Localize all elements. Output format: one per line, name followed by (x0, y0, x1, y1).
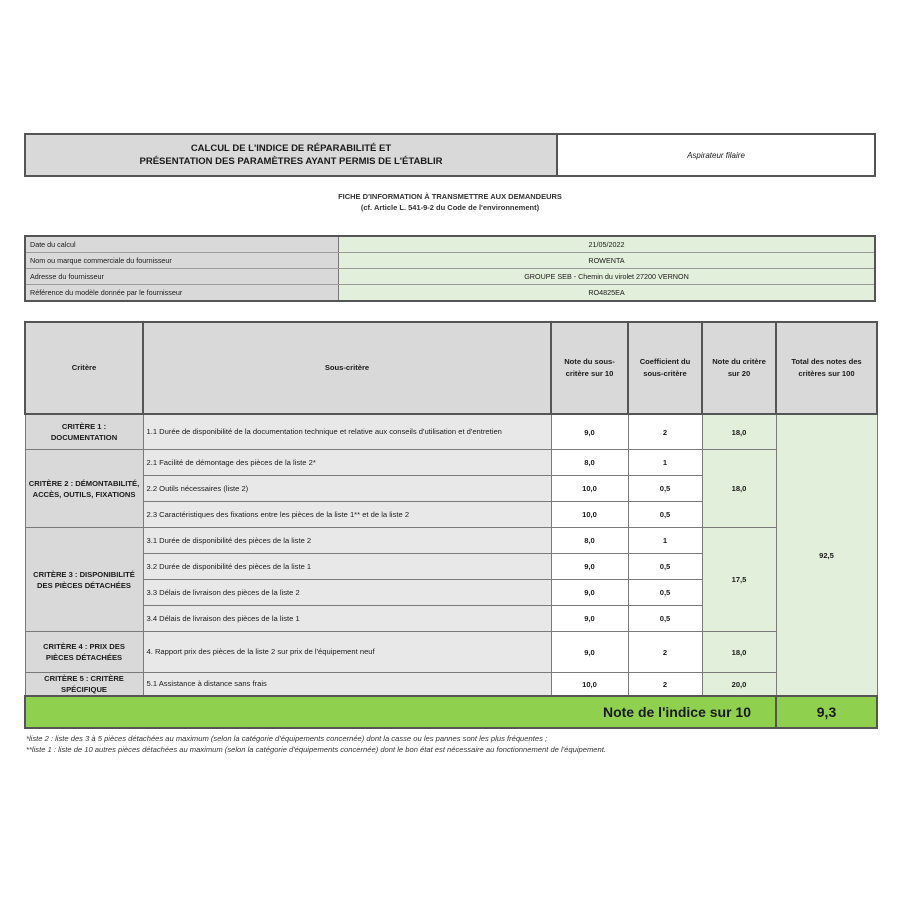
final-score-row (25, 696, 877, 728)
sub-criterion-coef: 0,5 (628, 476, 702, 502)
sub-criterion-coef: 0,5 (628, 580, 702, 606)
col-header-sous-critere: Sous-critère (143, 322, 551, 414)
sub-criterion-label: 2.1 Facilité de démontage des pièces de la liste 2* (143, 450, 551, 476)
sub-criterion-label: 1.1 Durée de disponibilité de la documentation technique et relative aux conseils d'utilisation et d'entretien (143, 414, 551, 450)
sub-criterion-coef: 1 (628, 528, 702, 554)
sub-criterion-coef: 2 (628, 673, 702, 697)
product-type: Aspirateur filaire (687, 150, 745, 160)
criterion-1-name: CRITÈRE 1 : DOCUMENTATION (25, 414, 143, 450)
sub-criterion-note: 8,0 (551, 450, 628, 476)
sub-criterion-note: 9,0 (551, 554, 628, 580)
criterion-3-note: 17,5 (702, 528, 776, 632)
info-label: Adresse du fournisseur (26, 269, 339, 284)
sub-criterion-note: 9,0 (551, 606, 628, 632)
sub-criterion-coef: 2 (628, 414, 702, 450)
table-row (25, 414, 877, 450)
table-header-row (25, 322, 877, 414)
final-score-label: Note de l'indice sur 10 (25, 696, 776, 728)
criterion-4-note: 18,0 (702, 632, 776, 673)
sub-criterion-note: 8,0 (551, 528, 628, 554)
fiche-line2: (cf. Article L. 541-9-2 du Code de l'environnement) (360, 203, 540, 212)
fiche-caption (24, 191, 876, 213)
criterion-3-name: CRITÈRE 3 : DISPONIBILITÉ DES PIÈCES DÉTACHÉES (25, 528, 143, 632)
criterion-5-note: 20,0 (702, 673, 776, 697)
sub-criterion-label: 3.2 Durée de disponibilité des pièces de la liste 1 (143, 554, 551, 580)
repairability-sheet (24, 133, 876, 755)
info-label: Date du calcul (26, 237, 339, 252)
col-header-total: Total des notes des critères sur 100 (776, 322, 877, 414)
supplier-info-table (24, 235, 876, 302)
table-row (25, 673, 877, 697)
criterion-1-note: 18,0 (702, 414, 776, 450)
footnote-2: **liste 1 : liste de 10 autres pièces détachées au maximum (selon la catégorie d'équipements concernée) dont le bon état est nécessaire au fonctionnement de l'équipement. (26, 745, 606, 754)
sub-criterion-note: 10,0 (551, 502, 628, 528)
sub-criterion-label: 5.1 Assistance à distance sans frais (143, 673, 551, 697)
sub-criterion-label: 2.2 Outils nécessaires (liste 2) (143, 476, 551, 502)
info-row (26, 237, 874, 252)
sub-criterion-coef: 0,5 (628, 606, 702, 632)
info-row (26, 268, 874, 284)
info-value: 21/05/2022 (339, 237, 874, 252)
header-block (24, 133, 876, 177)
info-value: RO4825EA (339, 285, 874, 300)
info-row (26, 284, 874, 300)
info-value: GROUPE SEB - Chemin du virolet 27200 VERNON (339, 269, 874, 284)
col-header-note-sous: Note du sous-critère sur 10 (551, 322, 628, 414)
sub-criterion-coef: 1 (628, 450, 702, 476)
info-row (26, 252, 874, 268)
sub-criterion-note: 9,0 (551, 580, 628, 606)
table-row (25, 450, 877, 476)
col-header-critere: Critère (25, 322, 143, 414)
sub-criterion-note: 10,0 (551, 673, 628, 697)
sub-criterion-coef: 0,5 (628, 502, 702, 528)
sub-criterion-label: 4. Rapport prix des pièces de la liste 2 sur prix de l'équipement neuf (143, 632, 551, 673)
sub-criterion-coef: 0,5 (628, 554, 702, 580)
header-title (26, 135, 558, 175)
criterion-2-note: 18,0 (702, 450, 776, 528)
table-row (25, 528, 877, 554)
sub-criterion-note: 9,0 (551, 414, 628, 450)
total-score: 92,5 (776, 414, 877, 696)
criterion-2-name: CRITÈRE 2 : DÉMONTABILITÉ, ACCÈS, OUTILS, FIXATIONS (25, 450, 143, 528)
header-title-line2: PRÉSENTATION DES PARAMÈTRES AYANT PERMIS DE L'ÉTABLIR (139, 156, 443, 167)
sub-criterion-note: 9,0 (551, 632, 628, 673)
fiche-line1: FICHE D'INFORMATION À TRANSMETTRE AUX DEMANDEURS (338, 192, 562, 201)
sub-criterion-coef: 2 (628, 632, 702, 673)
table-row (25, 632, 877, 673)
header-title-line1: CALCUL DE L'INDICE DE RÉPARABILITÉ ET (190, 143, 392, 154)
col-header-coef: Coefficient du sous-critère (628, 322, 702, 414)
info-value: ROWENTA (339, 253, 874, 268)
info-label: Référence du modèle donnée par le fournisseur (26, 285, 339, 300)
criteria-table (24, 321, 878, 729)
sub-criterion-note: 10,0 (551, 476, 628, 502)
footnote-1: *liste 2 : liste des 3 à 5 pièces détachées au maximum (selon la catégorie d'équipements concernée) dont la casse ou les pannes sont les plus fréquentes ; (26, 734, 548, 743)
info-label: Nom ou marque commerciale du fournisseur (26, 253, 339, 268)
sub-criterion-label: 3.1 Durée de disponibilité des pièces de la liste 2 (143, 528, 551, 554)
criterion-4-name: CRITÈRE 4 : PRIX DES PIÈCES DÉTACHÉES (25, 632, 143, 673)
final-score-value: 9,3 (776, 696, 877, 728)
sub-criterion-label: 3.3 Délais de livraison des pièces de la liste 2 (143, 580, 551, 606)
footnotes (24, 733, 876, 755)
sub-criterion-label: 3.4 Délais de livraison des pièces de la liste 1 (143, 606, 551, 632)
criterion-5-name: CRITÈRE 5 : CRITÈRE SPÉCIFIQUE (25, 673, 143, 697)
col-header-note-critere: Note du critère sur 20 (702, 322, 776, 414)
sub-criterion-label: 2.3 Caractéristiques des fixations entre les pièces de la liste 1** et de la liste 2 (143, 502, 551, 528)
